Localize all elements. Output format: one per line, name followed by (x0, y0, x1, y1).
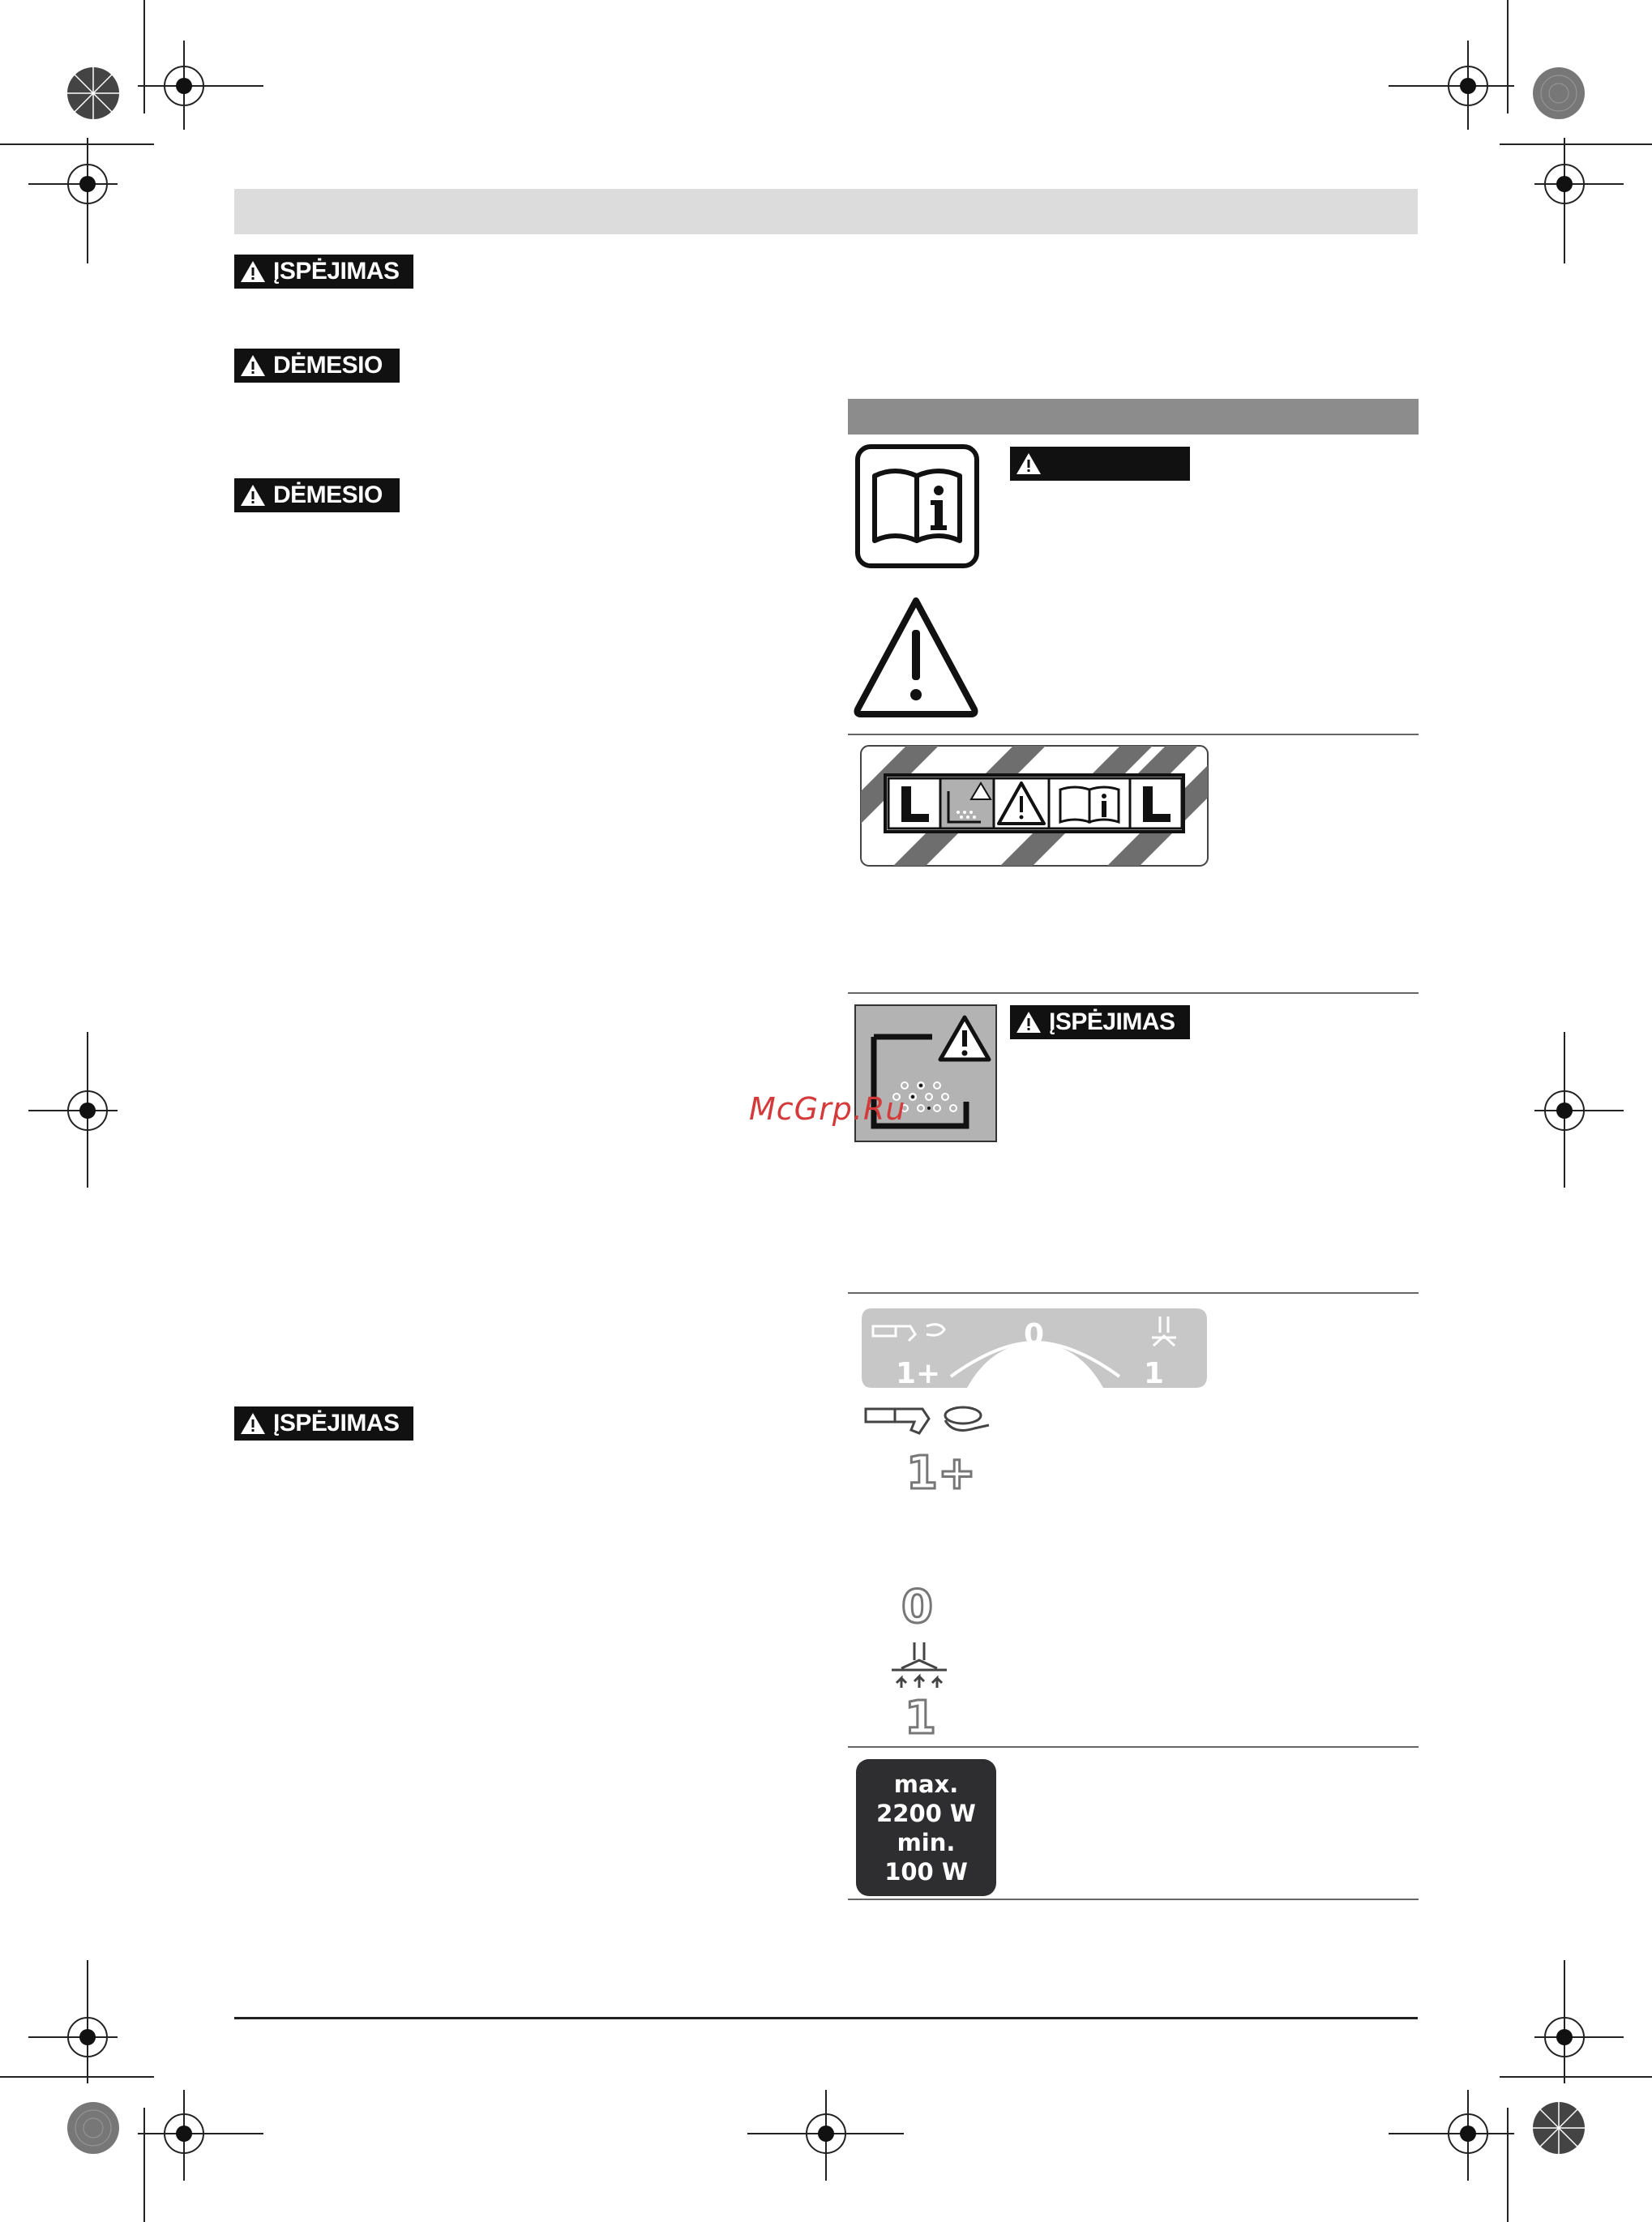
mode-selector-dial (860, 1305, 1209, 1391)
dial-label-left: 1+ (896, 1357, 941, 1390)
caution-badge (234, 478, 400, 512)
badge-label: DĖMESIO (273, 352, 383, 379)
general-warning-icon (853, 596, 979, 719)
dust-warning-badge (1010, 1005, 1190, 1039)
manual-warning-badge (1010, 447, 1190, 481)
divider (848, 1292, 1419, 1294)
power-max-label: max. (893, 1770, 959, 1798)
mode-number-1: 1 (905, 1692, 936, 1745)
divider (848, 992, 1419, 994)
watermark: McGrp.Ru (749, 1091, 906, 1127)
caution-badge (234, 349, 400, 383)
suction-icon (888, 1641, 950, 1693)
divider (848, 734, 1419, 735)
dial-label-center: 0 (1024, 1318, 1045, 1351)
warning-triangle-icon (239, 353, 267, 378)
header-bar (234, 189, 1418, 234)
warning-badge (234, 255, 413, 289)
divider (848, 1746, 1419, 1748)
badge-label: ĮSPĖJIMAS (273, 258, 400, 285)
warning-triangle-icon (239, 259, 267, 284)
footer-rule (234, 2017, 1418, 2019)
read-manual-icon (854, 443, 980, 569)
warning-triangle-icon (239, 483, 267, 507)
badge-label: ĮSPĖJIMAS (273, 1410, 400, 1436)
power-min-value: 100 W (884, 1857, 968, 1886)
power-tool-auto-start-icon (862, 1401, 992, 1438)
badge-label: ĮSPĖJIMAS (1049, 1008, 1175, 1035)
warning-triangle-icon (239, 1411, 267, 1436)
power-rating-box (856, 1759, 996, 1896)
divider (848, 1899, 1419, 1900)
warning-triangle-icon (1015, 1010, 1042, 1034)
dial-label-right: 1 (1144, 1357, 1165, 1390)
mode-number-0: 0 (901, 1581, 933, 1633)
badge-label: DĖMESIO (273, 482, 383, 508)
warning-triangle-icon (1015, 452, 1042, 476)
power-max-value: 2200 W (876, 1799, 976, 1827)
mode-number-1plus: 1+ (906, 1447, 976, 1500)
power-min-label: min. (897, 1828, 956, 1856)
section-bar (848, 399, 1419, 435)
warning-badge (234, 1406, 413, 1441)
dust-class-label (859, 744, 1209, 867)
